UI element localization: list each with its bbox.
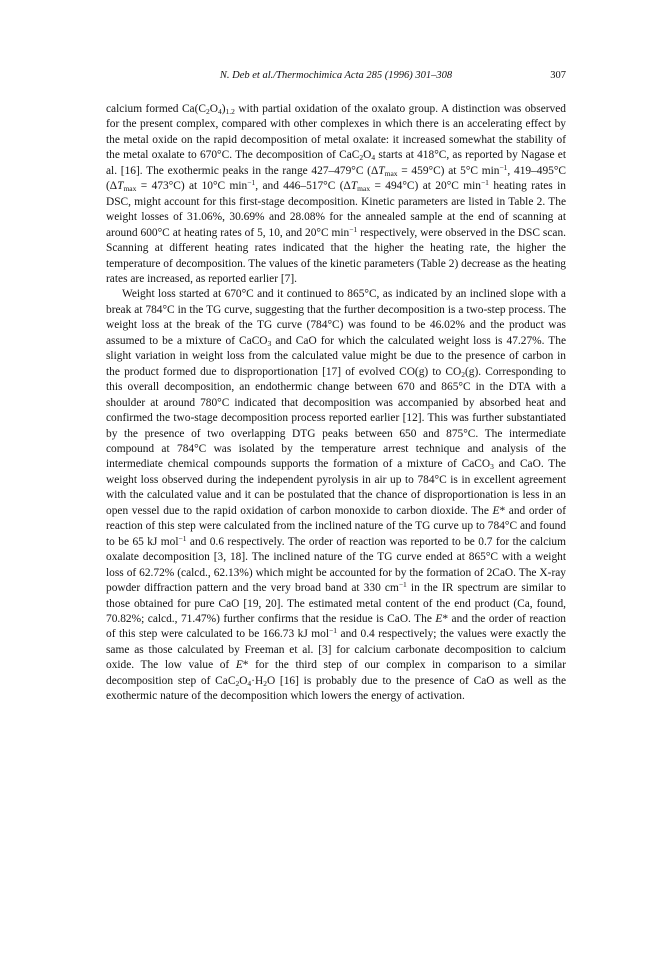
text-segment: , 419–495°C (Δ <box>106 164 567 193</box>
text-segment: with partial oxidation of the oxalato group. A distinction was observed for the present complex, compared with other complexes in which there is an accelerating effect by the metal oxide on the rapid decomposition of metal oxalate: it increased somewhat the stability of the metal oxalate to 670°C. The decomposition of CaC <box>106 103 566 162</box>
text-segment: E <box>235 659 243 672</box>
paragraph-1 <box>106 102 566 287</box>
text-segment: 2 <box>461 369 465 379</box>
text-segment: 3 <box>490 462 494 472</box>
running-header <box>106 70 566 86</box>
text-segment: * <box>442 612 449 625</box>
text-segment: (g). Corresponding to this overall decomposition, an endothermic change between 670 and 865°C in the DTA with a shoulder at around 780°C indicated that decomposition was accompanied by absorbed heat and confirmed the two-stage decomposition process reported earlier [12]. This was further substantiated by the presence of two overlapping DTG peaks between 650 and 875°C. The intermediate compound at 784°C was isolated by the temperature arrest technique and analysis of the intermediate chemical compounds supports the formation of a mixture of CaCO <box>106 365 566 471</box>
text-segment: −1 <box>480 178 489 188</box>
text-segment: O <box>209 103 218 115</box>
text-segment: 2 <box>263 678 267 688</box>
text-segment: O <box>239 674 248 687</box>
body-text <box>106 102 566 705</box>
text-segment: −1 <box>178 533 187 543</box>
text-segment: O <box>363 149 372 162</box>
text-segment: and the order of reaction of this step were calculated to be 166.73 kJ mol <box>106 612 566 641</box>
text-segment: , and 446–517°C (Δ <box>255 180 351 193</box>
text-segment: 1.2 <box>225 107 235 116</box>
text-segment: max <box>384 168 398 178</box>
text-segment: 4 <box>217 107 222 116</box>
text-segment: starts at 418°C, as reported by Nagase et al. [16]. The exothermic peaks in the range 427–479°C (Δ <box>106 149 566 177</box>
text-segment: O [16] is probably due to the presence of CaO as well as the exothermic nature of the decomposition which lowers the energy of activation. <box>106 674 567 703</box>
text-segment: respectively, were observed in the DSC scan. Scanning at different heating rates indicated that the higher the heating rate, the higher the temperature of decomposition. The values of the kinetic parameters (Table 2) decrease as the heating rates are increased, as reported earlier [7]. <box>106 226 566 285</box>
text-segment: in the IR spectrum are similar to those obtained for pure CaO [19, 20]. The estimated metal content of the end product (Ca, found, 70.82%; calcd., 71.47%) further confirms that the residue is CaO. The <box>106 582 566 625</box>
text-segment: E <box>492 504 500 517</box>
text-segment: 4 <box>247 678 252 688</box>
text-segment: −1 <box>329 626 338 636</box>
text-segment: max <box>357 184 371 194</box>
text-segment: and 0.6 respectively. The order of reaction was reported to be 0.7 for the calcium oxalate decomposition [3, 18]. The inclined nature of the TG curve ended at 865°C with a weight loss of 62.72% (calcd., 62.13%) which might be accounted for by the formation of 2CaO. The X-ray powder diffraction pattern and the very broad band at 330 cm <box>106 535 566 595</box>
text-segment: ·H <box>251 674 264 687</box>
paragraph-2 <box>106 287 566 704</box>
text-segment: = 459°C) at 5°C min <box>397 164 500 177</box>
text-segment: E <box>435 612 443 625</box>
text-segment: 2 <box>205 107 210 116</box>
running-title: N. Deb et al./Thermochimica Acta 285 (1996) 301–308 <box>219 70 453 81</box>
page-number: 307 <box>550 70 566 81</box>
text-segment: T <box>350 180 358 193</box>
text-segment: and 0.4 respectively; the values were exactly the same as those calculated by Freeman et al. [3] for calcium carbonate decomposition to calcium oxide. The low value of <box>106 628 566 672</box>
text-segment: and CaO. The weight loss observed during the independent pyrolysis in air up to 784°C is in excellent agreement with the calculated value and it can be postulated that the chance of disproportionation is less in an open vessel due to the rapid oxidation of carbon monoxide to carbon dioxide. The <box>106 458 566 517</box>
text-segment: and order of reaction of this step were calculated from the inclined nature of the TG curve up to 784°C and found to be 65 kJ mol <box>106 504 566 548</box>
text-segment: * <box>242 659 249 672</box>
text-segment: 2 <box>359 153 364 163</box>
text-segment: T <box>117 180 124 193</box>
text-segment: −1 <box>398 580 407 590</box>
text-segment: T <box>378 164 385 177</box>
text-segment: 2 <box>235 678 240 688</box>
text-segment: −1 <box>349 224 358 234</box>
text-segment: 3 <box>267 338 272 348</box>
text-segment: max <box>123 184 137 194</box>
text-segment: = 473°C) at 10°C min <box>136 180 248 193</box>
text-segment: Weight loss started at 670°C and it continued to 865°C, as indicated by an inclined slope with a break at 784°C in the TG curve, suggesting that the further decomposition is a two-step process. The weight loss at the break of the TG curve (784°C) was found to be 46.02% and the product was assumed to be a mixture of CaCO <box>106 288 566 347</box>
text-segment: * <box>499 504 506 517</box>
text-segment: for the third step of our complex in comparison to a similar decomposition step of CaC <box>106 659 567 687</box>
text-segment: −1 <box>499 162 508 172</box>
text-segment: ) <box>221 103 226 115</box>
text-segment: = 494°C) at 20°C min <box>370 180 481 193</box>
text-segment: −1 <box>247 178 256 188</box>
text-segment: 4 <box>371 153 376 163</box>
text-segment: heating rates in DSC, might account for this first-stage decomposition. Kinetic parameters are listed in Table 2. The weight losses of 31.06%, 30.69% and 28.08% for the annealed sample at the end of scanning at around 600°C at heating rates of 5, 10, and 20°C min <box>106 180 566 239</box>
text-segment: calcium formed Ca(C <box>106 103 206 115</box>
text-segment: and CaO for which the calculated weight loss is 47.27%. The slight variation in weight loss from the calculated value might be due to the presence of carbon in the product formed due to disproportionation [17] of evolved CO(g) to CO <box>106 334 567 378</box>
